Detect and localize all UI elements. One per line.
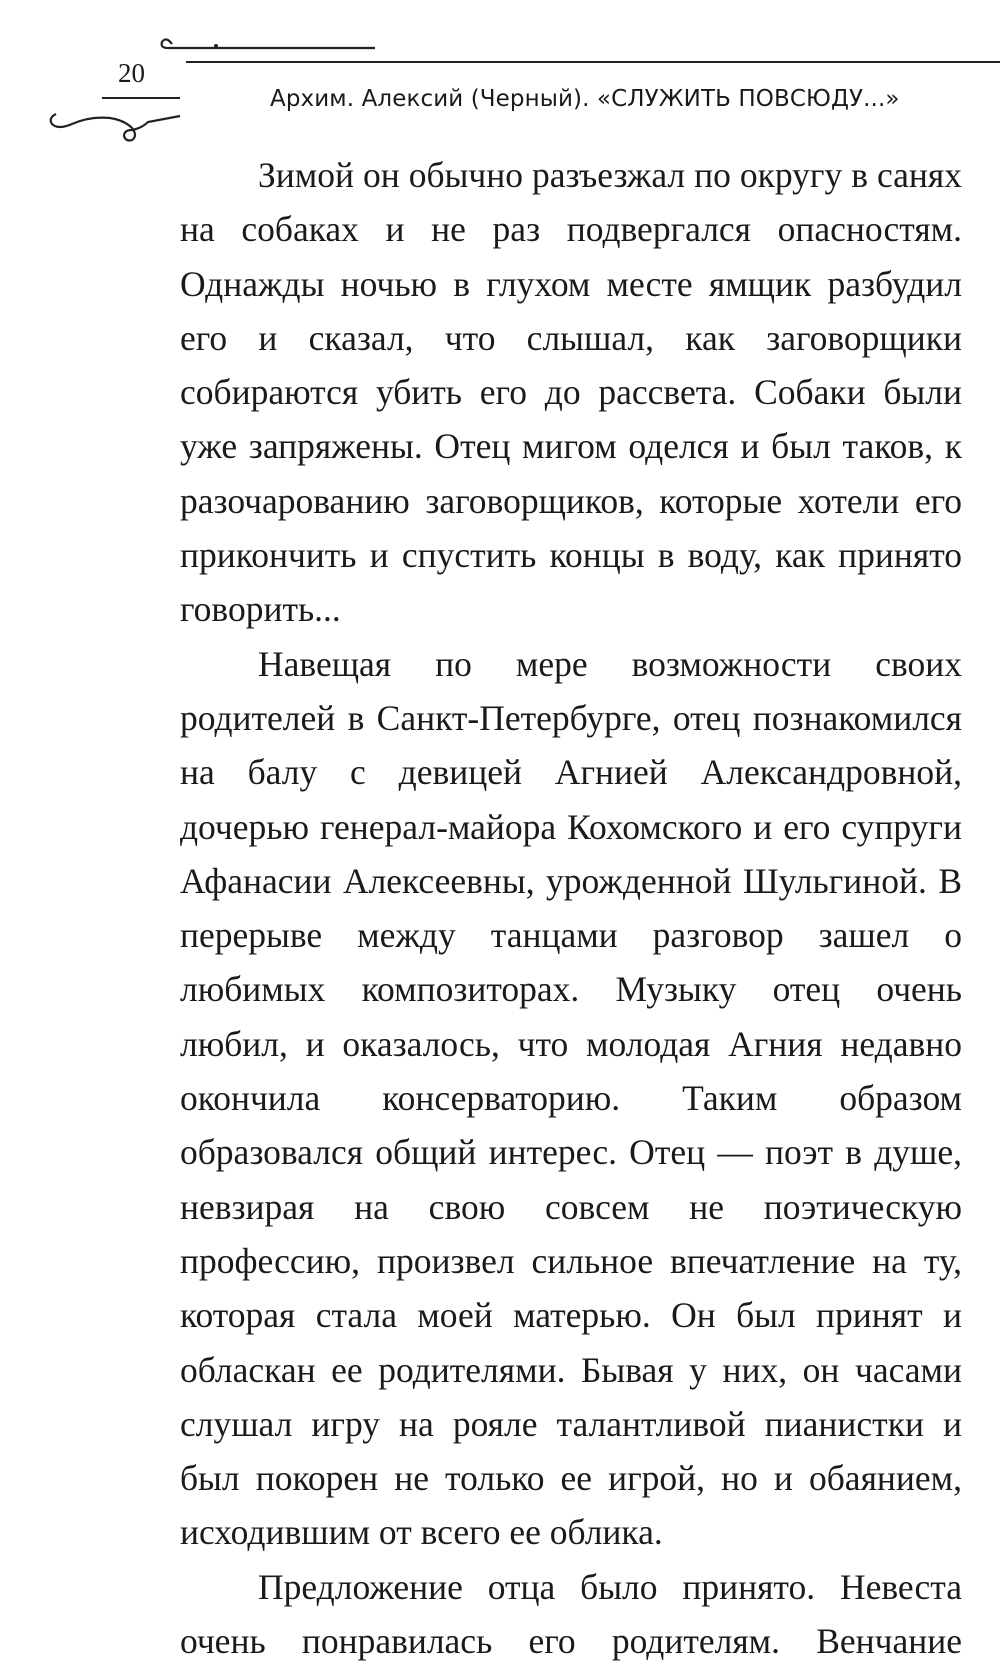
body-text bbox=[180, 148, 962, 1668]
page-number: 20 bbox=[118, 58, 145, 88]
paragraph: Навещая по мере возможности своих родителей в Санкт-Петербурге, отец познакомился на балу с девицей Агнией Александровной, дочерью генерал-майора Кохомского и его супруги Афанасии Алексеевны, урожденной Шульгиной. В перерыве между танцами разговор зашел о любимых композиторах. Музыку отец очень любил, и оказалось, что молодая Агния недавно окончила консерваторию. Таким образом образовался общий интерес. Отец — поэт в душе, невзирая на свою совсем не поэтическую профессию, произвел сильное впечатление на ту, которая стала моей матерью. Он был принят и обласкан ее родителями. Бывая у них, он часами слушал игру на рояле талантливой пианистки и был покорен не только ее игрой, но и обаянием, исходившим от всего ее облика. bbox=[180, 643, 962, 1553]
paragraph: Зимой он обычно разъезжал по округу в санях на собаках и не раз подвергался опасностям. Однажды ночью в глухом месте ямщик разбудил его и сказал, что слышал, как заговорщики собираются убить его до рассвета. Собаки были уже запряжены. Отец мигом оделся и был таков, к разочарованию заговорщиков, которые хотели его прикончить и спустить концы в воду, как принято говорить... bbox=[180, 155, 962, 630]
paragraph: Предложение отца было принято. Невеста очень понравилась его родителям. Венчание bbox=[180, 1566, 962, 1662]
running-title: Архим. Алексий (Черный). «СЛУЖИТЬ ПОВСЮДУ...» bbox=[270, 86, 900, 112]
